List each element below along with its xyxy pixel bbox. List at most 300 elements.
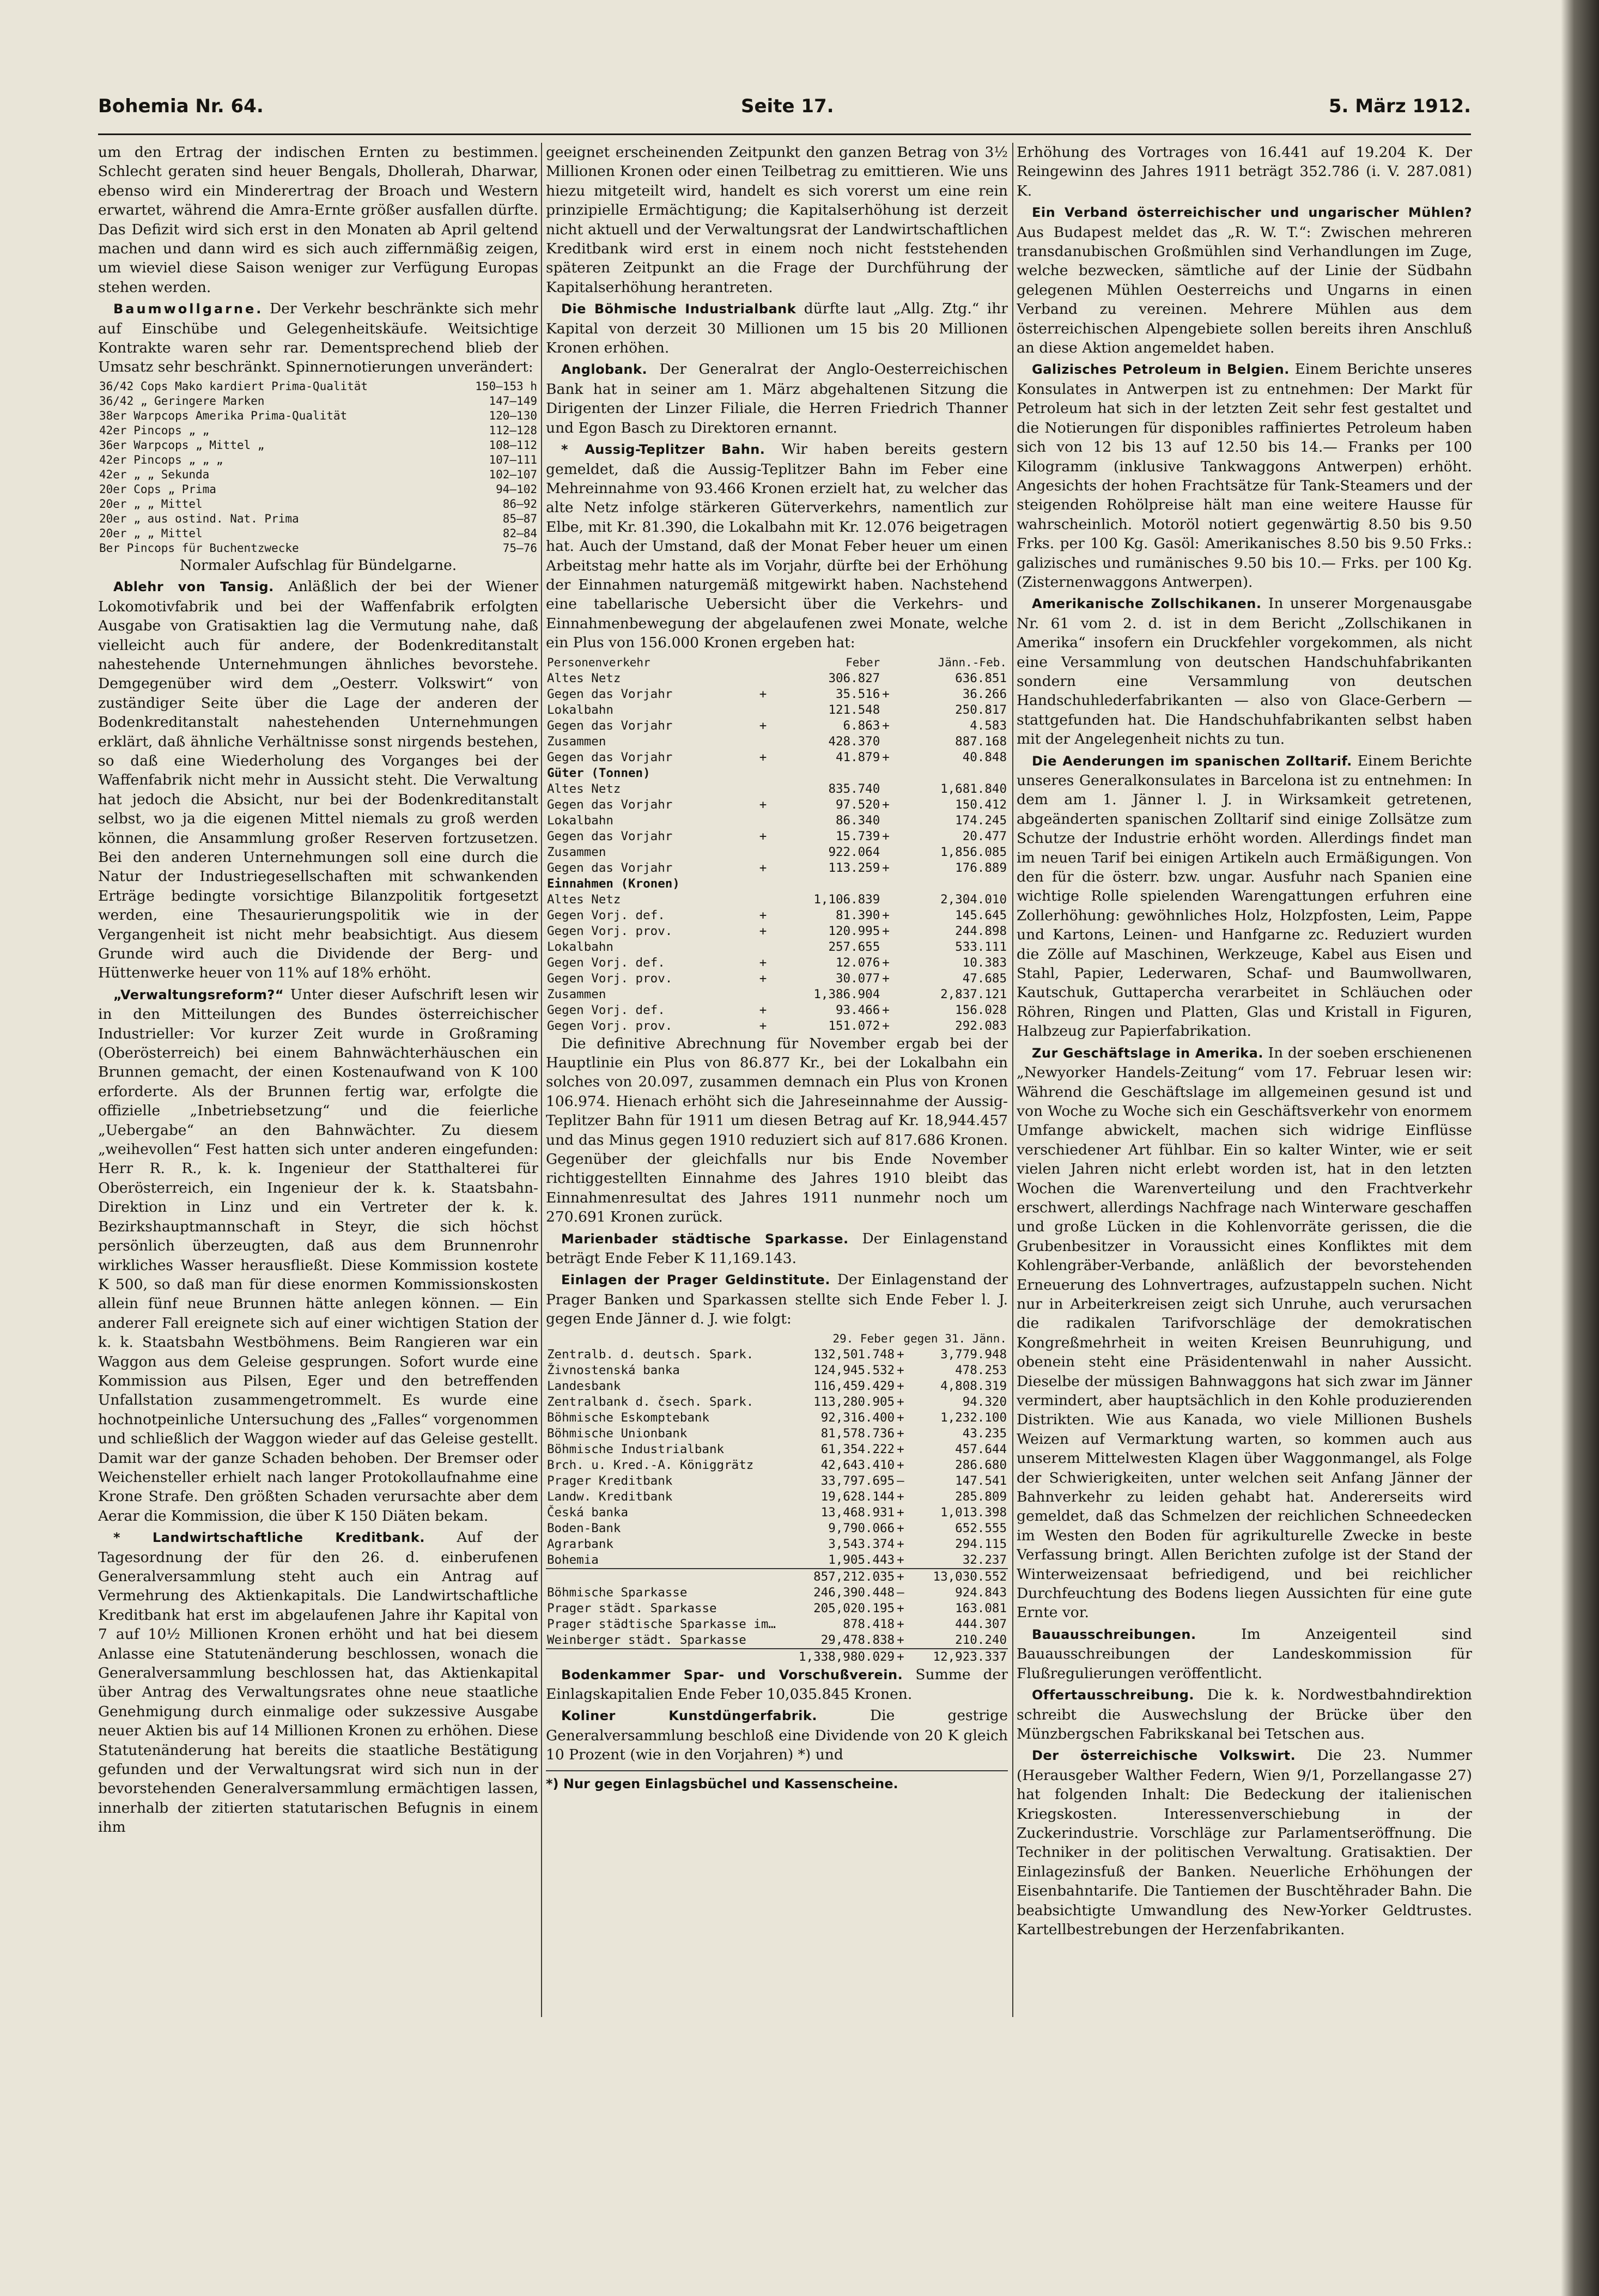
table-row <box>98 379 538 394</box>
table-header-cell <box>758 655 774 671</box>
table-row <box>546 1442 1008 1457</box>
institute-cell: Brch. u. Kred.-A. Königgrätz <box>547 1457 754 1472</box>
deposit-cell: 1,905.443 <box>828 1552 895 1567</box>
table-row <box>546 1347 1008 1363</box>
change-cell: 924.843 <box>955 1585 1007 1600</box>
header-rule <box>98 133 1471 135</box>
sign-cell: + <box>759 1018 767 1033</box>
deposit-cell: 132,501.748 <box>813 1347 895 1362</box>
table-row <box>546 1521 1008 1536</box>
change-cell: 1,013.398 <box>940 1505 1007 1520</box>
railway-traffic-table <box>546 655 1008 1034</box>
sign-cell: + <box>897 1536 904 1551</box>
article-aussig-teplitz <box>546 440 1008 652</box>
value-cell: 47.685 <box>962 971 1007 986</box>
sign-cell: + <box>897 1505 904 1520</box>
row-label-cell: Gegen das Vorjahr <box>547 750 673 764</box>
sign-cell <box>758 987 774 1003</box>
change-cell: 32.237 <box>962 1552 1007 1567</box>
article-prager-geldinstitute <box>546 1270 1008 1328</box>
value-cell: 292.083 <box>955 1018 1007 1033</box>
value-cell: 113.259 <box>828 860 880 875</box>
yarn-grade-cell: 42er Pincops „ „ <box>99 423 210 437</box>
article-text: geeignet erscheinenden Zeitpunkt den ganzen Betrag von 3½ Millionen Kronen oder einen Teilbetrag zu emittieren. Wie uns hiezu mitgeteilt wird, handelt es sich vorerst um eine rein prinzipielle Ermächtigung; die Kapitalserhöhung ist derzeit nicht aktuell und der Verwaltungsrat der Landwirtschaftlichen Kreditbank wird erst in einem noch nicht feststehenden späteren Zeitpunkt an die Frage der Durchführung der Kapitalserhöhung herantreten. <box>546 144 1008 296</box>
table-row <box>546 671 1008 687</box>
table-header-row <box>546 1331 1008 1347</box>
value-cell <box>896 876 1008 892</box>
sign-cell <box>881 845 896 860</box>
sign-cell: + <box>897 1363 904 1377</box>
yarn-grade-cell: 20er „ „ Mittel <box>99 497 203 511</box>
sign-cell: + <box>759 971 767 986</box>
row-label-cell: Einnahmen (Kronen) <box>547 876 680 891</box>
table-row <box>546 987 1008 1003</box>
article-text: Erhöhung des Vortrages von 16.441 auf 19.204 K. Der Reingewinn des Jahres 1911 beträgt 352.786 (i. V. 287.081) K. <box>1017 144 1472 199</box>
article-text: um den Ertrag der indischen Ernten zu bestimmen. Schlecht geraten sind heuer Bengals, Dhollerah, Dharwar, ebenso wird ein Minderertrag der Broach und Western erwartet, während die Amra-Ernte größer ausfallen dürfte. Das Defizit wird sich erst in den Monaten ab April geltend machen und dann wird es sich auch ziffernmäßig zeigen, um wieviel diese Saison weniger zur Verfügung Europas stehen werden. <box>98 144 538 296</box>
table-row <box>546 1585 1008 1601</box>
value-cell: 2,837.121 <box>940 987 1007 1001</box>
value-cell: 41.879 <box>836 750 880 764</box>
row-label-cell: Lokalbahn <box>547 702 613 717</box>
value-cell: 1,106.839 <box>813 892 880 907</box>
row-label-cell: Altes Netz <box>547 892 621 907</box>
sign-cell: + <box>882 687 890 701</box>
sign-cell: + <box>759 908 767 922</box>
sign-cell: — <box>897 1473 904 1488</box>
change-cell: 294.115 <box>955 1536 1007 1551</box>
article-heading: Anglobank. <box>561 362 648 378</box>
table-row <box>546 971 1008 987</box>
sign-cell: + <box>882 971 890 986</box>
deposit-cell: 81,578.736 <box>820 1426 895 1441</box>
value-cell: 257.655 <box>828 939 880 954</box>
article-text: Aus Budapest meldet das „R. W. T.“: Zwischen mehreren transdanubischen Großmühlen sind Verhandlungen im Zuge, welche bezwecken, sämtliche auf der Linie der Südbahn gelegenen Mühlen Oesterreichs und Ungarns in einen Verband zu vereinen. Mehrere Mühlen aus dem österreichischen Alpengebiete sollen bereits ihren Anschluß an diese Aktion angemeldet haben. <box>1017 223 1472 357</box>
article-heading: Offertausschreibung. <box>1032 1687 1195 1703</box>
yarn-price-cell: 147—149 <box>489 394 537 408</box>
value-cell: 151.072 <box>828 1018 880 1033</box>
table-row <box>546 845 1008 860</box>
row-label-cell: Gegen Vorj. prov. <box>547 971 673 986</box>
value-cell: 81.390 <box>836 908 880 922</box>
change-cell: 163.081 <box>955 1601 1007 1615</box>
value-cell: 250.817 <box>955 702 1007 717</box>
table-row <box>98 467 538 482</box>
value-cell: 1,856.085 <box>940 845 1007 859</box>
row-label-cell: Zusammen <box>547 734 606 749</box>
yarn-grade-cell: 42er Pincops „ „ „ <box>99 453 223 466</box>
sign-cell <box>881 876 896 892</box>
article-heading: „Verwaltungsreform?“ <box>113 987 284 1003</box>
value-cell: 887.168 <box>955 734 1007 749</box>
institute-cell: Prager Kreditbank <box>547 1473 673 1488</box>
sign-cell: + <box>759 829 767 843</box>
sign-cell <box>758 939 774 955</box>
row-label-cell: Gegen das Vorjahr <box>547 797 673 812</box>
row-label-cell: Gegen das Vorjahr <box>547 860 673 875</box>
institute-cell: Živnostenská banka <box>547 1363 680 1377</box>
table-header-cell: Personenverkehr <box>547 655 650 669</box>
sign-cell <box>758 845 774 860</box>
header-issue: Bohemia Nr. 64. <box>98 95 264 117</box>
deposit-cell: 19,628.144 <box>820 1489 895 1504</box>
yarn-price-cell: 75—76 <box>502 541 537 555</box>
article-text: Der Verkehr beschränkte sich mehr auf Einschübe und Gelegenheitskäufe. Weitsichtige Kontrakte waren sehr rar. Dementsprechend blieb der Umsatz sehr beschränkt. Spinnernotierungen unverändert: <box>98 300 538 376</box>
deposit-cell: 1,338,980.029 <box>799 1649 895 1664</box>
sign-cell <box>881 734 896 750</box>
article-heading: Bauausschreibungen. <box>1032 1626 1196 1642</box>
sign-cell <box>881 766 896 781</box>
value-cell: 20.477 <box>962 829 1007 843</box>
sign-cell: + <box>882 955 890 970</box>
value-cell: 145.645 <box>955 908 1007 922</box>
article-text: Unter dieser Aufschrift lesen wir in den Mitteilungen des Bundes österreichischer Industrieller: Vor kurzer Zeit wurde in Großraming (Oberösterreich) bei einem Bahnwächterhäuschen ein Brunnen gemacht, der einen Kostenaufwand von K 100 erforderte. Als der Brunnen fertig war, erfolgte die offizielle „Inbetriebsetzung“ und die feierliche „Uebergabe“ an den Bahnwächter. Zu diesem „weihevollen“ Fest hatten sich unter anderen eingefunden: Herr R. R., k. k. Ingenieur der Statthalterei für Oberösterreich, ein Ingenieur der k. k. Staatsbahn-Direktion in Linz und ein Vertreter der k. k. Bezirkshauptmannschaft in Steyr, die sich höchst persönlich überzeugten, daß aus dem Brunnenrohr wirkliches Wasser herausfließt. Diese Kommission kostete K 500, so daß man für diese enormen Kommissionskosten allein fünf neue Brunnen hätte anlegen können. — Ein anderer Fall ereignete sich auf einer wichtigen Station der k. k. Staatsbahn Westböhmens. Beim Rangieren war ein Waggon aus dem Geleise gesprungen. Sofort wurde eine Kommission aus Pilsen, Eger und den betreffenden Unfallstation zusammengetrommelt. Es wurde eine hochnotpeinliche Untersuchung des „Falles“ vorgenommen und schließlich der Waggon wieder auf das Geleise gestellt. Damit war der ganze Schaden behoben. Der Bremser oder Weichensteller erhielt nach langer Protokollaufnahme eine Krone Strafe. Den größten Schaden verursachte aber dem Aerar die Kommission, die über K 150 Diäten bekam. <box>98 986 538 1524</box>
value-cell: 10.383 <box>962 955 1007 970</box>
article-spanischer-zolltarif <box>1017 751 1472 1041</box>
table-row <box>98 482 538 497</box>
row-label-cell: Gegen das Vorjahr <box>547 829 673 843</box>
table-row <box>98 512 538 526</box>
row-label-cell: Gegen das Vorjahr <box>547 687 673 701</box>
value-cell: 244.898 <box>955 924 1007 938</box>
yarn-price-table <box>98 379 538 556</box>
yarn-price-cell: 108—112 <box>489 438 537 452</box>
table-row <box>546 1378 1008 1394</box>
article-text: Der Generalrat der Anglo-Oesterreichischen Bank hat in seiner am 1. März abgehaltenen Sitzung die Dirigenten der Linzer Filiale, die Herren Friedrich Thanner und Egon Basch zu Direktoren ernannt. <box>546 361 1008 436</box>
sign-cell: + <box>882 924 890 938</box>
sign-cell: + <box>897 1617 904 1631</box>
sign-cell: + <box>897 1347 904 1362</box>
article-industrialbank <box>546 299 1008 357</box>
yarn-price-cell: 120—130 <box>489 409 537 422</box>
article-offertausschreibung <box>1017 1685 1472 1744</box>
institute-cell: Zentralbank d. čsech. Spark. <box>547 1394 754 1409</box>
sign-cell <box>758 876 774 892</box>
article-heading: Marienbader städtische Sparkasse. <box>561 1231 849 1247</box>
article-tansig <box>98 577 538 983</box>
bank-deposits-table <box>546 1331 1008 1665</box>
table-row <box>546 1552 1008 1569</box>
deposit-cell: 857,212.035 <box>813 1569 895 1584</box>
sign-cell <box>758 781 774 797</box>
yarn-price-cell: 82—84 <box>502 526 537 540</box>
article-text: Anläßlich der bei der Wiener Lokomotivfabrik und bei der Waffenfabrik erfolgten Ausgabe von Gratisaktien lag die Vermutung nahe, daß vielleicht auch für andere, der Bodenkreditanstalt nahestehende Unternehmungen ähnliches bevorstehe. Demgegenüber wird dem „Oesterr. Volkswirt“ von zuständiger Seite über die Lage der anderen der Bodenkreditanstalt nahestehenden Unternehmungen erklärt, daß ähnliche Verhältnisse sonst nirgends bestehen, so daß eine Wiederholung des Vorganges bei der Waffenfabrik nicht mehr in Aussicht steht. Die Verwaltung hat jedoch die Absicht, nur bei der Bodenkreditanstalt selbst, wo ja die eigenen Mittel niemals zu groß werden können, die Ansammlung großer Reserven fortzusetzen. Bei den anderen Unternehmungen soll eine durch die Natur der Industriegesellschaften mit schwankenden Erträge bedingte vorsichtige Bilanzpolitik fortgesetzt werden, eine Thesaurierungspolitik wie in der Vergangenheit ist nicht mehr beabsichtigt. Aus diesem Grunde wird auch die Dividende der Berg- und Hüttenwerke heuer von 11% auf 18% erhöht. <box>98 578 538 982</box>
article-text: Die definitive Abrechnung für November ergab bei der Hauptlinie ein Plus von 86.877 Kr., bei der Lokalbahn ein solches von 20.097, zusammen demnach ein Plus von Kronen 106.974. Hienach erhöht sich die Jahreseinnahme der Aussig-Teplitzer Bahn für 1911 um diesen Betrag auf Kr. 18,944.457 und das Minus gegen 1910 reduziert sich auf 817.686 Kronen. Gegenüber der gleichfalls nur bis Ende November richtiggestellten Einnahme des Jahres 1910 bleibt das Einnahmenresultat des Jahres 1911 nunmehr noch um 270.691 Kronen zurück. <box>546 1035 1008 1226</box>
value-cell: 922.064 <box>828 845 880 859</box>
column-left <box>98 143 538 2159</box>
sign-cell <box>881 671 896 687</box>
article-heading: Zur Geschäftslage in Amerika. <box>1032 1045 1263 1061</box>
article-bodenkammer <box>546 1665 1008 1704</box>
institute-cell: Česká banka <box>547 1505 629 1520</box>
yarn-grade-cell: 20er Cops „ Prima <box>99 482 216 496</box>
article-heading: Amerikanische Zollschikanen. <box>1032 596 1262 612</box>
yarn-grade-cell: Ber Pincops für Buchentzwecke <box>99 541 299 555</box>
table-header-cell: 29. Feber <box>832 1332 895 1345</box>
table-header-cell: Feber <box>846 655 880 669</box>
table-row <box>546 892 1008 908</box>
institute-cell: Böhmische Sparkasse <box>547 1585 688 1600</box>
article-text: Die k. k. Nordwestbahndirektion schreibt die Auswechslung der Brücke über den Münzbergschen Fabrikskanal bei Tetschen aus. <box>1017 1686 1472 1742</box>
yarn-price-cell: 94—102 <box>496 482 537 496</box>
table-row <box>546 702 1008 718</box>
value-cell: 35.516 <box>836 687 880 701</box>
value-cell: 12.076 <box>836 955 880 970</box>
deposit-cell: 33,797.695 <box>820 1473 895 1488</box>
table-row <box>546 955 1008 971</box>
sign-cell: + <box>882 860 890 875</box>
table-row <box>546 797 1008 813</box>
institute-cell: Prager städt. Sparkasse <box>547 1601 717 1615</box>
change-cell: 147.541 <box>955 1473 1007 1488</box>
institute-cell: Bohemia <box>547 1552 599 1567</box>
article-petroleum <box>1017 360 1472 592</box>
sign-cell: + <box>897 1489 904 1504</box>
row-label-cell: Zusammen <box>547 845 606 859</box>
article-zollschikanen <box>1017 594 1472 749</box>
institute-cell: Landesbank <box>547 1378 621 1393</box>
article-heading: Ein Verband österreichischer und ungarischer Mühlen? <box>1032 205 1472 221</box>
row-label-cell: Altes Netz <box>547 671 621 685</box>
table-row <box>546 924 1008 939</box>
institute-cell <box>546 1649 792 1665</box>
sign-cell <box>881 813 896 829</box>
table-header-cell <box>546 1331 792 1347</box>
row-label-cell: Gegen das Vorjahr <box>547 718 673 733</box>
sign-cell <box>881 781 896 797</box>
table-row <box>546 1473 1008 1489</box>
change-cell: 210.240 <box>955 1632 1007 1647</box>
value-cell: 6.863 <box>843 718 880 733</box>
row-label-cell: Lokalbahn <box>547 813 613 828</box>
change-cell: 3,779.948 <box>940 1347 1007 1362</box>
table-row <box>546 766 1008 781</box>
row-label-cell: Gegen Vorj. prov. <box>547 1018 673 1033</box>
sign-cell: — <box>897 1585 904 1600</box>
sign-cell <box>758 702 774 718</box>
article-text: Die 23. Nummer (Herausgeber Walther Federn, Wien 9/1, Porzellangasse 27) hat folgenden Inhalt: Die Bedeckung der italienischen Kriegskosten. Interessenverschiebung in der Zuckerindustrie. Vorschläge zur Parlamentseröffnung. Die Techniker in der politischen Verwaltung. Gratisaktien. Der Einlagezinsfuß der Banken. Neuerliche Erhöhungen der Eisenbahntarife. Die Tantiemen der Buschtěhrader Bahn. Die beabsichtigte Umwandlung des New-Yorker Geldtrustes. Kartellbestrebungen der Herzenfabrikanten. <box>1017 1747 1472 1938</box>
article-text: Einem Berichte unseres Generalkonsulates in Barcelona ist zu entnehmen: In dem am 1. Jänner l. J. in Wirksamkeit getretenen, abgeänderten spanischen Zolltarif sind einige Zollsätze zum Schutze der Industrie erhöht worden. Allerdings findet man im neuen Tarif bei einigen Artikeln auch Ermäßigungen. Von den für die österr. bzw. ungar. Ausfuhr nach Spanien eine wichtige Rolle spielenden Warengattungen erfuhren eine Zollerhöhung: gewöhnliches Holz, Holzpfosten, Leim, Pappe und Kartons, Leinen- und Hanfgarne zc. Reduziert wurden die Zölle auf Maschinen, Werkzeuge, Kabel aus Eisen und Stahl, Papier, Lederwaren, Schaf- und Baumwollwaren, Kautschuk, Guttapercha verarbeitet in Schläuchen oder Röhren, Ringen und Platten, Glas und Kristall in Figuren, Halbzeug zur Papierfabrikation. <box>1017 752 1472 1040</box>
table-row <box>546 1617 1008 1632</box>
table-row <box>546 1394 1008 1410</box>
change-cell: 4,808.319 <box>940 1378 1007 1393</box>
row-label-cell: Lokalbahn <box>547 939 613 954</box>
table-row <box>546 829 1008 845</box>
sign-cell: + <box>759 924 767 938</box>
row-label-cell: Gegen Vorj. def. <box>547 1003 665 1017</box>
table-row <box>546 781 1008 797</box>
value-cell: 174.245 <box>955 813 1007 828</box>
table-row <box>546 1632 1008 1649</box>
yarn-price-cell: 86—92 <box>502 497 537 511</box>
value-cell <box>896 766 1008 781</box>
value-cell: 428.370 <box>828 734 880 749</box>
table-header-row <box>546 655 1008 671</box>
header-page-number: Seite 17. <box>741 95 834 117</box>
sign-cell: + <box>759 955 767 970</box>
table-row <box>98 526 538 541</box>
yarn-price-cell: 107—111 <box>489 453 537 466</box>
value-cell: 835.740 <box>828 781 880 796</box>
table-row <box>546 1003 1008 1018</box>
article-heading: Einlagen der Prager Geldinstitute. <box>561 1272 830 1288</box>
sign-cell: + <box>897 1601 904 1615</box>
table-row <box>546 1489 1008 1505</box>
sign-cell: + <box>759 1003 767 1017</box>
row-label-cell: Gegen Vorj. def. <box>547 908 665 922</box>
yarn-grade-cell: 38er Warpcops Amerika Prima-Qualität <box>99 409 348 422</box>
table-row <box>546 734 1008 750</box>
table-row <box>546 1505 1008 1521</box>
yarn-price-cell: 102—107 <box>489 467 537 481</box>
sign-cell <box>881 892 896 908</box>
table-row <box>98 497 538 512</box>
change-cell: 285.809 <box>955 1489 1007 1504</box>
institute-cell: Weinberger städt. Sparkasse <box>547 1632 746 1647</box>
change-cell: 12,923.337 <box>933 1649 1007 1664</box>
value-cell: 40.848 <box>962 750 1007 764</box>
table-row <box>98 423 538 438</box>
institute-cell: Prager städtische Sparkasse im… <box>547 1617 776 1631</box>
article-heading: Baumwollgarne. <box>113 301 264 317</box>
sign-cell: + <box>897 1457 904 1472</box>
article-heading: Bodenkammer Spar- und Vorschußverein. <box>561 1667 903 1682</box>
deposit-cell: 116,459.429 <box>813 1378 895 1393</box>
change-cell: 457.644 <box>955 1442 1007 1456</box>
article-verwaltungsreform <box>98 985 538 1526</box>
value-cell <box>773 876 881 892</box>
sign-cell: + <box>897 1378 904 1393</box>
row-label-cell: Altes Netz <box>547 781 621 796</box>
article-text: In unserer Morgenausgabe Nr. 61 vom 2. d. ist in dem Bericht „Zollschikanen in Amerika“ insofern ein Druckfehler vorgekommen, als nicht eine Versammlung von deutschen Handschuhfabrikanten sondern eine Versammlung von deutschen Handschuhlederfabrikanten — also von Glace-Gerbern — stattgefunden hat. Die Handschuhfabrikanten selbst haben mit der Angelegenheit nichts zu tun. <box>1017 595 1472 748</box>
sign-cell: + <box>882 829 890 843</box>
deposit-cell: 92,316.400 <box>820 1410 895 1425</box>
deposit-cell: 113,280.905 <box>813 1394 895 1409</box>
article-text: Im Anzeigenteil sind Bauausschreibungen der Landeskommission für Flußregulierungen veröffentlicht. <box>1017 1625 1472 1682</box>
value-cell: 121.548 <box>828 702 880 717</box>
article-volkswirt <box>1017 1746 1472 1939</box>
article-kolin <box>546 1706 1008 1764</box>
deposit-cell: 42,643.410 <box>820 1457 895 1472</box>
value-cell: 93.466 <box>836 1003 880 1017</box>
article-text: Die gestrige Generalversammlung beschloß eine Dividende von 20 K gleich 10 Prozent (wie in den Vorjahren) *) und <box>546 1707 1008 1764</box>
column-right <box>1017 143 1472 2159</box>
article-heading: Die Böhmische Industrialbank <box>561 301 797 317</box>
article-heading: * Aussig-Teplitzer Bahn. <box>561 442 765 458</box>
value-cell: 36.266 <box>962 687 1007 701</box>
institute-cell: Boden-Bank <box>547 1521 621 1535</box>
value-cell: 636.851 <box>955 671 1007 685</box>
table-row <box>546 939 1008 955</box>
deposit-cell: 61,354.222 <box>820 1442 895 1456</box>
institute-cell: Böhmische Industrialbank <box>547 1442 725 1456</box>
article-text: Wir haben bereits gestern gemeldet, daß die Aussig-Teplitzer Bahn im Feber eine Mehreinnahme von 93.466 Kronen erzielt hat, zu welcher das alte Netz infolge stärkeren Güterverkehrs, namentlich zur Elbe, mit Kr. 81.390, die Lokalbahn mit Kr. 12.076 beigetragen hat. Auch der Umstand, daß der Monat Feber heuer um einen Arbeitstag mehr hatte als im Vorjahr, dürfte bei der Erhöhung der Einnahmen naturgemäß mitgewirkt haben. Nachstehend eine tabellarische Uebersicht über die Verkehrs- und Einnahmenbewegung der abgelaufenen zwei Monate, welche ein Plus von 156.000 Kronen ergeben hat: <box>546 441 1008 652</box>
row-label-cell: Gegen Vorj. prov. <box>547 924 673 938</box>
article-heading: Ablehr von Tansig. <box>113 579 274 595</box>
change-cell: 652.555 <box>955 1521 1007 1535</box>
deposit-cell: 124,945.532 <box>813 1363 895 1377</box>
sign-cell: + <box>897 1649 904 1664</box>
table-row <box>546 1363 1008 1378</box>
value-cell: 4.583 <box>970 718 1007 733</box>
sign-cell <box>881 987 896 1003</box>
table-row <box>546 1569 1008 1585</box>
column-divider <box>1012 143 1013 2017</box>
institute-cell: Landw. Kreditbank <box>547 1489 673 1504</box>
table-row <box>98 541 538 556</box>
change-cell: 43.235 <box>962 1426 1007 1441</box>
table-row <box>98 438 538 453</box>
table-row <box>546 1426 1008 1442</box>
sign-cell: + <box>882 1018 890 1033</box>
sign-cell: + <box>882 750 890 764</box>
article-landw-kreditbank <box>98 1528 538 1837</box>
page-header <box>98 95 1471 128</box>
article-heading: * Landwirtschaftliche Kreditbank. <box>113 1530 425 1546</box>
sign-cell: + <box>759 718 767 733</box>
row-label-cell: Gegen Vorj. def. <box>547 955 665 970</box>
sign-cell: + <box>897 1552 904 1567</box>
row-label-cell: Güter (Tonnen) <box>547 766 650 780</box>
article-text: Einem Berichte unseres Konsulates in Antwerpen ist zu entnehmen: Der Markt für Petroleum hat sich in der letzten Zeit sehr fest gestaltet und die Notierungen für disponibles raffiniertes Petroleum haben sich von 12 bis 13 auf 12.50 bis 14.— Franks per 100 Kilogramm (inklusive Tankwaggons Antwerpen) erhöht. Angesichts der hohen Frachtsätze für Tank-Steamers und der steigenden Rohölpreise hält man eine weitere Hausse für wahrscheinlich. Motoröl notiert gegenwärtig 8.50 bis 9.50 Frks. per 100 Kg. Gasöl: Amerikanisches 8.50 bis 9.50 Frks.: galizisches und rumänisches 9.50 bis 10.— Frks. per 100 Kg. (Zisternenwaggons Antwerpen). <box>1017 361 1472 591</box>
change-cell: 478.253 <box>955 1363 1007 1377</box>
table-row <box>546 1410 1008 1426</box>
yarn-grade-cell: 36er Warpcops „ Mittel „ <box>99 438 265 452</box>
value-cell <box>773 766 881 781</box>
article-heading: Koliner Kunstdüngerfabrik. <box>561 1708 817 1724</box>
sign-cell <box>758 766 774 781</box>
article-muehlen <box>1017 203 1472 357</box>
institute-cell: Böhmische Unionbank <box>547 1426 688 1441</box>
sign-cell: + <box>897 1394 904 1409</box>
sign-cell: + <box>759 687 767 701</box>
article-text: In der soeben erschienenen „Newyorker Handels-Zeitung“ vom 17. Februar lesen wir: Während die Geschäftslage im allgemeinen gesund ist und von Woche zu Woche sich ein Geschäftsverkehr von enormem Umfange abwickelt, machen sich widrige Einflüsse verschiedener Art fühlbar. Ein so kalter Winter, wie er seit vielen Jahren nicht erlebt worden ist, hat in den letzten Wochen die Warenverteilung und den Frachtverkehr erschwert, allerdings Nachfrage nach Winterware geschaffen und große Lücken in die Kohlenvorräte gerissen, die die Grubenbesitzer in Voraussicht eines Konfliktes mit dem Kohlengräber-Verbande, anläßlich der bevorstehenden Erneuerung des Lohnvertrages, aufzustappeln suchen. Nicht nur in Arbeiterkreisen zeigt sich Unruhe, auch verursachen die radikalen Tarifvorschläge der demokratischen Kongreßmehrheit in weiten Kreisen Beunruhigung, und obenein steht eine Präsidentenwahl in naher Aussicht. Dieselbe der müssigen Bahnwaggons hat sich zwar im Jänner vermindert, aber hauptsächlich in den Kohle produzierenden Distrikten. Wie aus Kanada, wo viele Millionen Bushels Weizen auf Vermarktung warten, so kommen auch aus unserem Mittelwesten Klagen über Waggonmangel, als Folge der Schwierigkeiten, unter welchen seit Anfang Jänner der Bahnverkehr zu leiden gehabt hat. Andererseits wird gemeldet, daß das Schmelzen der reichlichen Schneedecken im Westen den Boden für agrikulturelle Zwecke in beste Verfassung bringt. Allen Berichten zufolge ist der Stand der Winterweizensaat befriedigend, und bei reichlicher Durchfeuchtung des Bodens liegen Aussichten für eine gute Ernte vor. <box>1017 1044 1472 1621</box>
table-row <box>546 1601 1008 1617</box>
sign-cell: + <box>882 1003 890 1017</box>
value-cell: 2,304.010 <box>940 892 1007 907</box>
value-cell: 533.111 <box>955 939 1007 954</box>
sign-cell: + <box>897 1410 904 1425</box>
deposit-cell: 13,468.931 <box>820 1505 895 1520</box>
sign-cell <box>758 813 774 829</box>
table-row <box>546 750 1008 766</box>
sign-cell: + <box>897 1426 904 1441</box>
change-cell: 1,232.100 <box>940 1410 1007 1425</box>
table-row <box>98 453 538 467</box>
article-marienbad <box>546 1229 1008 1268</box>
deposit-cell: 878.418 <box>843 1617 895 1631</box>
table-row <box>546 908 1008 924</box>
sign-cell <box>881 702 896 718</box>
value-cell: 176.889 <box>955 860 1007 875</box>
article-heading: Die Aenderungen im spanischen Zolltarif. <box>1032 753 1352 769</box>
change-cell: 286.680 <box>955 1457 1007 1472</box>
article-text: Der Einlagenstand der Prager Banken und Sparkassen stellte sich Ende Feber l. J. gegen Ende Jänner d. J. wie folgt: <box>546 1271 1008 1328</box>
header-date: 5. März 1912. <box>1328 95 1471 117</box>
institute-cell: Agrarbank <box>547 1536 613 1551</box>
sign-cell <box>758 671 774 687</box>
sign-cell: + <box>882 797 890 812</box>
article-text: Auf der Tagesordnung der für den 26. d. einberufenen Generalversammlung steht auch ein Antrag auf Vermehrung des Aktienkapitals. Die Landwirtschaftliche Kreditbank hat erst im abgelaufenen Jahre ihr Kapital von 7 auf 10½ Millionen Kronen erhöht und hat bei diesem Anlasse eine Statutenänderung beschlossen, wonach die Generalversammlung beschlossen hat, das Aktienkapital über Antrag des Verwaltungsrates ohne neue staatliche Genehmigung durch einmalige oder sukzessive Ausgabe neuer Aktien bis auf 14 Millionen Kronen zu erhöhen. Diese Statutenänderung hat bereits die staatliche Bestätigung gefunden und der Verwaltungsrat wird sich nun in der bevorstehenden Generalversammlung ermächtigen lassen, innerhalb der zitierten statutarischen Befugnis in einem ihm <box>98 1529 538 1836</box>
yarn-grade-cell: 36/42 „ Geringere Marken <box>99 394 265 408</box>
value-cell: 97.520 <box>836 797 880 812</box>
institute-cell: Zentralb. d. deutsch. Spark. <box>547 1347 754 1362</box>
column-divider <box>541 143 542 2017</box>
yarn-grade-cell: 20er „ aus ostind. Nat. Prima <box>99 512 299 525</box>
value-cell: 120.995 <box>828 924 880 938</box>
deposit-cell: 205,020.195 <box>813 1601 895 1615</box>
table-row <box>546 813 1008 829</box>
yarn-price-cell: 150—153 h <box>475 379 537 393</box>
